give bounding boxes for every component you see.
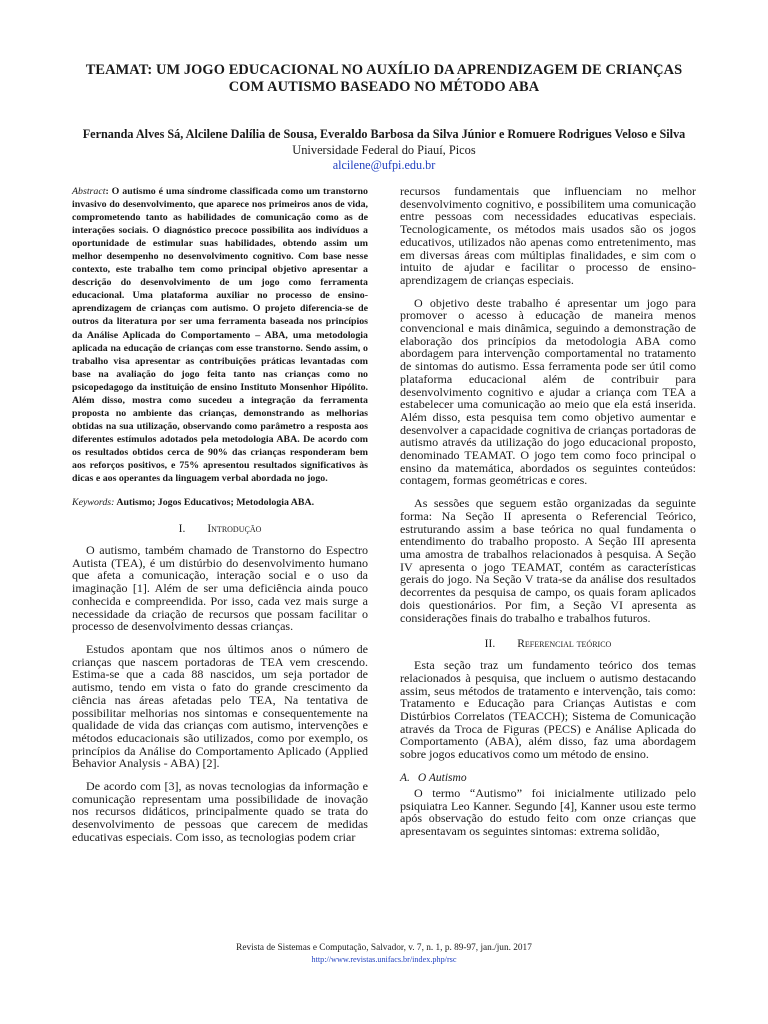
affiliation: Universidade Federal do Piauí, Picos (292, 143, 476, 157)
section-heading-referencial: II. Referencial teórico (484, 638, 612, 651)
paragraph: O termo “Autismo” foi inicialmente utilizado pelo psiquiatra Leo Kanner. Segundo [4], Kanner usou este termo após observação do estudo feito com onze crianças que apresentavam os seguintes sintomas: extrema solidão, (400, 785, 696, 838)
paragraph: recursos fundamentais que influenciam no melhor desenvolvimento cognitivo, e possibilitem uma comunicação entre pessoas com necessidades educativas especiais. Tecnologicamente, os métodos mais usados são os jogos educativos, utilizados não apenas como entretenimento, mas em diversas áreas com múltiplas finalidades, e sim com o intuito de ajudar e facilitar o processo de ensino-aprendizagem de crianças especiais. (400, 184, 696, 287)
abstract-text: : O autismo é uma síndrome classificada como um transtorno invasivo do desenvolvimento, que aparece nos primeiros anos de vida, comprometendo tanto as habilidades de comunicação como as de interações sociais. O diagnóstico precoce possibilita aos indivíduos a oportunidade de estimular suas habilidades, obtendo assim um melhor desempenho no desenvolvimento cognitivo. Com base nesse contexto, este trabalho tem como principal objetivo apresentar a descrição do desenvolvimento de um jogo como ferramenta educacional. Uma plataforma auxiliar no processo de ensino-aprendizagem de crianças com autismo. O projeto diferencia-se de outros da literatura por ser uma ferramenta baseada nos princípios da Análise Aplicada do Comportamento – ABA, uma metodologia aplicada na educação de crianças com esse transtorno. Sendo assim, o trabalho visa apresentar as contribuições práticas levantadas com base na avaliação do jogo feita tanto nas crianças como no psicopedagogo da instituição de ensino Instituto Monsenhor Hipólito. Além disso, mostra como sucedeu a integração da ferramenta proposta no ambiente das crianças, demonstrando as melhorias obtidas na sua utilização, observando como parâmetro a resposta aos diferentes estímulos adotados pela metodologia ABA. De acordo com os resultados obtidos cerca de 90% das crianças responderam bem aos reforços positivos, e 75% apresentou resultados significativos às dicas e aos operantes da linguagem verbal abordada no jogo. (72, 186, 368, 485)
two-column-body (72, 185, 696, 854)
paper-title (82, 62, 686, 96)
keywords-text: Autismo; Jogos Educativos; Metodologia ABA. (114, 497, 315, 509)
right-column (400, 185, 696, 854)
paragraph: Estudos apontam que nos últimos anos o número de crianças que nascem portadoras de TEA vem crescendo. Estima-se que a cada 88 nascidos, um seja portador de autismo, tendo em vista o fato do grande crescimento da ciência nas áreas afetadas pelo TEA, Na tentativa de possibilitar melhorias nos sintomas e consequentemente na qualidade de vida das crianças com autismo, intervenções e métodos educacionais são utilizados, como por exemplo, os princípios da Análise do Comportamento Aplicado (Applied Behavior Analysis - ABA) [2]. (72, 642, 368, 771)
journal-citation: Revista de Sistemas e Computação, Salvador, v. 7, n. 1, p. 89-97, jan./jun. 2017 (236, 943, 532, 953)
title-line-2: COM AUTISMO BASEADO NO MÉTODO ABA (228, 79, 540, 95)
abstract-label: Abstract (72, 186, 106, 197)
keywords (72, 496, 368, 509)
subsection-heading-autismo: A. O Autismo (400, 771, 467, 784)
paragraph: De acordo com [3], as novas tecnologias da informação e comunicação representam uma possibilidade de inovação nos recursos didáticos, principalmente quado se trata do desenvolvimento de pessoas que carecem de medidas educativas especiais. Com isso, as tecnologias podem criar (72, 779, 368, 844)
contact-email[interactable]: alcilene@ufpi.edu.br (332, 158, 436, 172)
paragraph: Esta seção traz um fundamento teórico dos temas relacionados à pesquisa, que incluem o autismo destacando assim, seus métodos de tratamento e intervenção, tais como: Tratamento e Educação para Crianças Autistas e com Distúrbios Correlatos (TEACCH); Sistema de Comunicação através da Troca de Figuras (PECS) e Análise Aplicada do Comportamento (ABA), além disso, faz uma abordagem sobre jogos educativos como um método de ensino. (400, 658, 696, 762)
paragraph: O objetivo deste trabalho é apresentar um jogo para promover o acesso à educação de maneira menos convencional e mais dinâmica, seguindo a demonstração de elaboração dos princípios da metodologia ABA como abordagem para intervenção comportamental no tratamento de sintomas do autismo. Essa ferramenta pode ser útil como plataforma educacional além de contribuir para desenvolvimento cognitivo e ajudar a criança com TEA a estabelecer uma comunicação ao meio que ela está inserida. Além disso, esta pesquisa tem como objetivo aumentar e desenvolver a capacidade cognitiva de crianças portadoras de autismo através da utilização do jogo educacional proposto, denominado TEAMAT. O jogo tem como foco principal o ensino da matemática, abordados os seguintes conteúdos: contagem, formas geométricas e cores. (400, 295, 697, 488)
page-footer (0, 942, 768, 966)
paragraph: As sessões que seguem estão organizadas da seguinte forma: Na Seção II apresenta o Referencial Teórico, estruturando assim a base teórica no qual fundamenta o entendimento do trabalho proposto. A Seção III apresenta uma amostra de trabalhos relacionados à pesquisa. A Seção IV apresenta o jogo TEAMAT, contém as características gerais do jogo. Na Seção V trata-se da análise dos resultados decorrentes da pesquisa de campo, os quais foram aplicados dois questionários. Por fim, a Seção VI apresenta as considerações finais do trabalho e trabalhos futuros. (400, 496, 696, 625)
paragraph: O autismo, também chamado de Transtorno do Espectro Autista (TEA), é um distúrbio do desenvolvimento humano que afeta a comunicação, interação social e o uso da imaginação [1]. Além de ser uma deficiência ainda pouco conhecida e compreendida. Por isso, cada vez mais surge a necessidade da criação de recursos que possam facilitar o processo de desenvolvimento dessas crianças. (72, 543, 368, 634)
left-column (72, 185, 368, 854)
journal-url-link[interactable]: http://www.revistas.unifacs.br/index.php/rsc (311, 955, 457, 964)
title-line-1: TEAMAT: UM JOGO EDUCACIONAL NO AUXÍLIO DA APRENDIZAGEM DE CRIANÇAS (85, 62, 683, 78)
author-list: Fernanda Alves Sá, Alcilene Dalília de Sousa, Everaldo Barbosa da Silva Júnior e Romuere Rodrigues Veloso e Silva (82, 127, 686, 141)
section-heading-introduction: I. Introdução (178, 523, 262, 536)
keywords-label: Keywords: (72, 497, 115, 509)
abstract (72, 185, 368, 485)
